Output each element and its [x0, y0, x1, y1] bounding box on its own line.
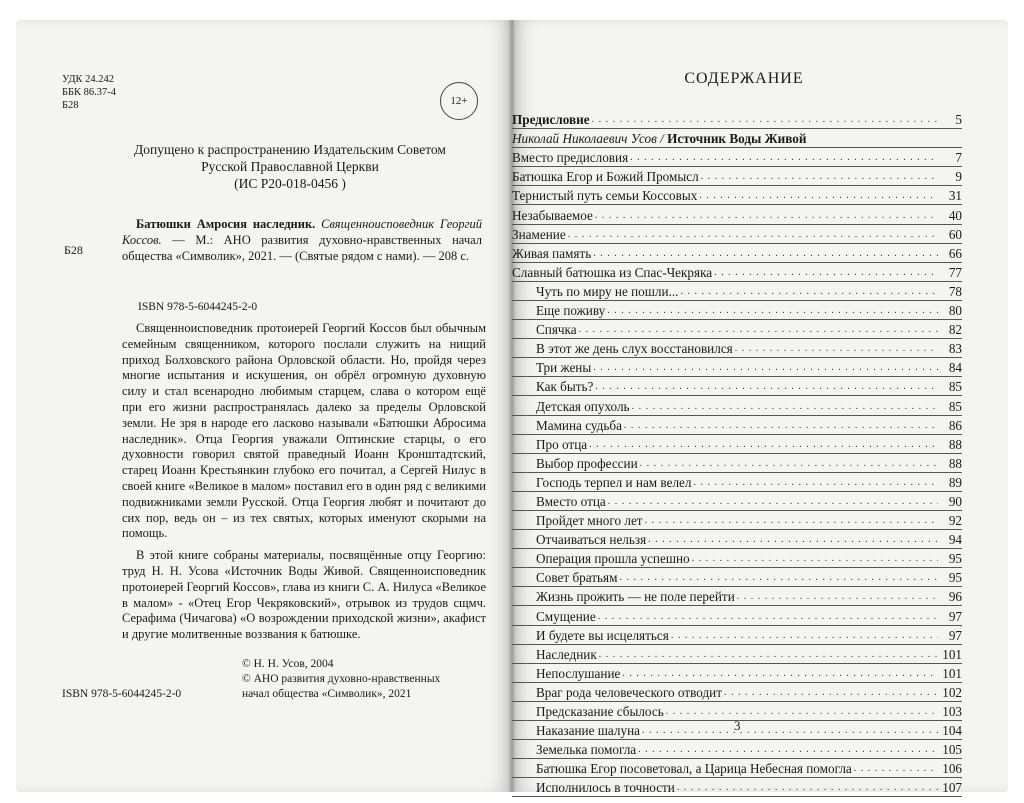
toc-entry-title: Славный батюшка из Спас-Чекряка [512, 264, 713, 280]
toc-page-number: 90 [948, 493, 962, 509]
toc-entry [512, 167, 962, 186]
author-mark-line: Б28 [62, 100, 79, 111]
toc-entry [512, 186, 962, 205]
toc-entry [512, 416, 962, 435]
toc-page-number: 95 [948, 551, 962, 567]
toc-entry-title: Чуть по миру не пошли... [536, 283, 679, 299]
toc-entry-title: Земелька помогла [536, 742, 637, 758]
approval-notice [110, 141, 470, 192]
toc-page-number: 31 [948, 188, 962, 204]
toc-leader-dots [714, 265, 938, 281]
toc-entry [512, 377, 962, 396]
toc-page-number: 105 [942, 742, 962, 758]
annotation-paragraph: В этой книге собраны материалы, посвящённые отцу Георгию: труд Н. Н. Усова «Источник Воды Живой. Священноисповедник протоиерей Георгий Коссов», глава из книги С. А. Нилуса «Великое в малом» - «Отец Егор Чекряковский», отрывок из трудов сщмч. Серафима (Чичагова) «О возрождении приходской жизни», акафист и другие молитвенные воззвания к батюшке. [122, 548, 486, 642]
toc-entry [512, 511, 962, 530]
toc-entry-title: Наказание шалуна [536, 723, 640, 739]
toc-leader-dots [671, 628, 938, 644]
toc-leader-dots [638, 742, 938, 758]
toc-page-number: 66 [948, 245, 962, 261]
toc-page-number: 83 [948, 341, 962, 357]
toc-page-number: 82 [948, 322, 962, 338]
toc-page-number: 103 [942, 704, 962, 719]
toc-entry [512, 626, 962, 645]
approval-code: (ИС Р20-018-0456 ) [234, 176, 346, 191]
toc-page-number: 78 [948, 283, 962, 299]
toc-leader-dots [579, 322, 938, 338]
toc-leader-dots [692, 551, 938, 567]
toc-entry-title: Знамение [512, 226, 566, 242]
toc-entry-title: Батюшка Егор и Божий Промысл [512, 169, 699, 185]
toc-entry [512, 110, 962, 129]
toc-entry-title [512, 131, 806, 147]
toc-entry-title: Пройдет много лет [536, 513, 643, 529]
toc-entry-title: Господь терпел и нам велел [536, 474, 692, 490]
page-number: 3 [734, 718, 741, 733]
toc-entry [512, 396, 962, 415]
book-title: Батюшки Амросия наследник. [136, 217, 316, 231]
toc-page-number: 89 [948, 474, 962, 490]
toc-entry-title: Операция прошла успешно [536, 551, 690, 567]
toc-entry [512, 282, 962, 301]
catalog-code: Б28 [64, 243, 83, 257]
toc-leader-dots [648, 532, 938, 548]
toc-page-number: 101 [942, 646, 962, 662]
toc-entry [512, 549, 962, 568]
isbn-bottom: ISBN 978-5-6044245-2-0 [62, 688, 182, 700]
toc-entry [512, 568, 962, 587]
toc-entry-title: Живая память [512, 245, 592, 261]
udk-block [62, 73, 116, 112]
toc-entry [512, 759, 962, 778]
toc-entry-title: Как быть? [536, 379, 594, 395]
toc-entry-title: Тернистый путь семьи Коссовых [512, 188, 698, 204]
toc-page-number: 40 [948, 207, 962, 223]
toc-leader-dots [595, 379, 938, 395]
toc-page-number: 7 [955, 150, 962, 166]
toc-page-number: 106 [942, 761, 962, 777]
toc-leader-dots [642, 723, 938, 739]
toc-page-number: 104 [942, 723, 962, 739]
toc-page-number: 88 [948, 436, 962, 452]
toc-entry-title: Выбор профессии [536, 455, 638, 471]
toc-page-number: 5 [955, 112, 962, 128]
toc-title: СОДЕРЖАНИЕ [684, 70, 804, 87]
copyright-line: © АНО развития духовно-нравственных [242, 673, 441, 685]
toc-entry-title: Незабываемое [512, 207, 593, 223]
toc-leader-dots [593, 360, 938, 376]
toc-entry [512, 606, 962, 625]
book-subject: Священноисповедник Георгий Коссов. [122, 217, 482, 247]
publication-details: — М.: АНО развития духовно-нравственных начал общества «Символик», 2021. — (Святые рядом с нами). — 208 с. [122, 233, 482, 263]
toc-page-number: 102 [942, 684, 962, 700]
toc-page-number: 94 [948, 532, 962, 548]
toc-page-number: 84 [948, 360, 962, 376]
toc-leader-dots [622, 666, 938, 682]
toc-entry [512, 263, 962, 282]
toc-leader-dots [608, 494, 938, 510]
toc-entry [512, 358, 962, 377]
toc-entry [512, 205, 962, 224]
toc-page-number: 97 [948, 608, 962, 624]
toc-leader-dots [599, 647, 938, 663]
toc-entry [512, 320, 962, 339]
toc-entry-title: Спячка [536, 322, 577, 338]
toc-entry [512, 225, 962, 244]
toc-leader-dots [595, 208, 938, 224]
toc-entry-title: Мамина судьба [536, 417, 622, 433]
toc-entry-title: Три жены [536, 360, 592, 376]
toc-leader-dots [598, 609, 938, 625]
toc-entry-title: Батюшка Егор посоветовал, а Царица Небесная помогла [536, 761, 852, 777]
toc-leader-dots [854, 761, 938, 777]
toc-entry [512, 778, 962, 797]
toc-leader-dots [693, 475, 938, 491]
age-rating-badge: 12+ [440, 82, 478, 120]
toc-entry [512, 244, 962, 263]
toc-entry-title: Предисловие [512, 112, 590, 128]
toc-entry-title: И будете вы исцеляться [536, 627, 669, 643]
isbn-top: ISBN 978-5-6044245-2-0 [138, 301, 258, 313]
toc-leader-dots [592, 112, 938, 128]
toc-leader-dots [701, 169, 938, 185]
toc-entry [512, 339, 962, 358]
toc-entry-title: Совет братьям [536, 570, 618, 586]
toc-entry [512, 301, 962, 320]
toc-leader-dots [640, 456, 938, 472]
toc-entry-title: В этот же день слух восстановился [536, 341, 733, 357]
toc-leader-dots [677, 780, 938, 796]
toc-page-number: 92 [948, 513, 962, 529]
toc-page-number: 96 [948, 589, 962, 605]
toc-leader-dots [593, 246, 938, 262]
toc-page-number: 9 [955, 169, 962, 185]
toc-page-number: 77 [948, 264, 962, 280]
toc-entry [512, 435, 962, 454]
toc-page-number: 80 [948, 303, 962, 319]
toc-entry-title: Еще поживу [536, 303, 606, 319]
toc-entry-title: Детская опухоль [536, 398, 630, 414]
udk-line: УДК 24.242 [62, 74, 115, 85]
table-of-contents [512, 110, 962, 797]
toc-leader-dots [630, 150, 938, 166]
toc-leader-dots [645, 513, 938, 529]
toc-entry-title: Непослушание [536, 665, 621, 681]
copyright-line: © Н. Н. Усов, 2004 [242, 658, 334, 670]
toc-page-number: 85 [948, 398, 962, 414]
copyright-line: начал общества «Символик», 2021 [242, 688, 412, 700]
toc-page-number: 101 [942, 665, 962, 681]
toc-entry-title: Предсказание сбылось [536, 704, 664, 719]
toc-entry [512, 454, 962, 473]
toc-entry [512, 740, 962, 759]
toc-page-number: 88 [948, 455, 962, 471]
toc-section-author: Николай Николаевич Усов / [512, 131, 668, 147]
toc-entry [512, 683, 962, 702]
toc-entry [512, 148, 962, 167]
toc-leader-dots [699, 188, 938, 204]
toc-entry [512, 473, 962, 492]
toc-page-number: 85 [948, 379, 962, 395]
annotation [122, 321, 486, 643]
approval-line: Допущено к распространению Издательским Советом [134, 142, 446, 157]
toc-page-number: 86 [948, 417, 962, 433]
toc-leader-dots [589, 437, 938, 453]
annotation-paragraph: Священноисповедник протоиерей Георгий Коссов был обычным семейным священником, которого послали служить на нищий приход Болховского района Орловской области. Но, пройдя через многие испытания и искушения, он обрёл огромную духовную силу и стал всенародно любимым старцем, слава о котором ещё при его жизни распространялась далеко за пределы Орловской земли. Не зря в народе его ласково называли «Батюшки Абросима наследник». Отца Георгия уважали Оптинские старцы, о его духовности говорил святой праведный Иоанн Кронштадтский, старец Иоанн Крестьянкин глубоко его почитал, а Сергей Нилус в своей книге «Великое в малом» поставил его в один ряд с великими подвижниками земли Русской. Отца Георгия любят и почитают до сих пор, ведь он – из тех святых, которых именуют скорыми на помощь. [122, 321, 486, 541]
toc-entry-title: Вместо отца [536, 493, 606, 509]
toc-section-title: Источник Воды Живой [667, 131, 807, 147]
toc-leader-dots [607, 303, 938, 319]
toc-entry [512, 492, 962, 511]
toc-entry-title: Смущение [536, 608, 596, 624]
toc-page-number: 107 [942, 780, 962, 796]
toc-page-number: 60 [948, 226, 962, 242]
copyright-block [242, 657, 502, 702]
toc-entry [512, 645, 962, 664]
bibliographic-record [122, 216, 482, 264]
toc-entry [512, 664, 962, 683]
toc-leader-dots [724, 685, 938, 701]
toc-leader-dots [666, 704, 938, 720]
approval-line: Русской Православной Церкви [201, 159, 379, 174]
toc-entry-title: Вместо предисловия [512, 150, 629, 166]
toc-leader-dots [735, 341, 938, 357]
toc-entry [512, 587, 962, 606]
toc-entry-title: Про отца [536, 436, 588, 452]
toc-entry-title: Исполнилось в точности [536, 780, 675, 796]
toc-entry-title: Отчаиваться нельзя [536, 532, 647, 548]
toc-entry-title: Наследник [536, 646, 597, 662]
toc-leader-dots [568, 227, 938, 243]
bbk-line: ББК 86.37-4 [62, 87, 117, 98]
toc-leader-dots [619, 570, 938, 586]
toc-entry [512, 530, 962, 549]
toc-leader-dots [632, 399, 938, 415]
toc-page-number: 95 [948, 570, 962, 586]
toc-entry [512, 129, 962, 148]
toc-leader-dots [624, 418, 938, 434]
toc-page-number: 97 [948, 627, 962, 643]
toc-entry-title: Жизнь прожить — не поле перейти [536, 589, 735, 605]
toc-entry-title: Враг рода человеческого отводит [536, 684, 722, 700]
toc-leader-dots [680, 284, 938, 300]
toc-leader-dots [737, 589, 938, 605]
